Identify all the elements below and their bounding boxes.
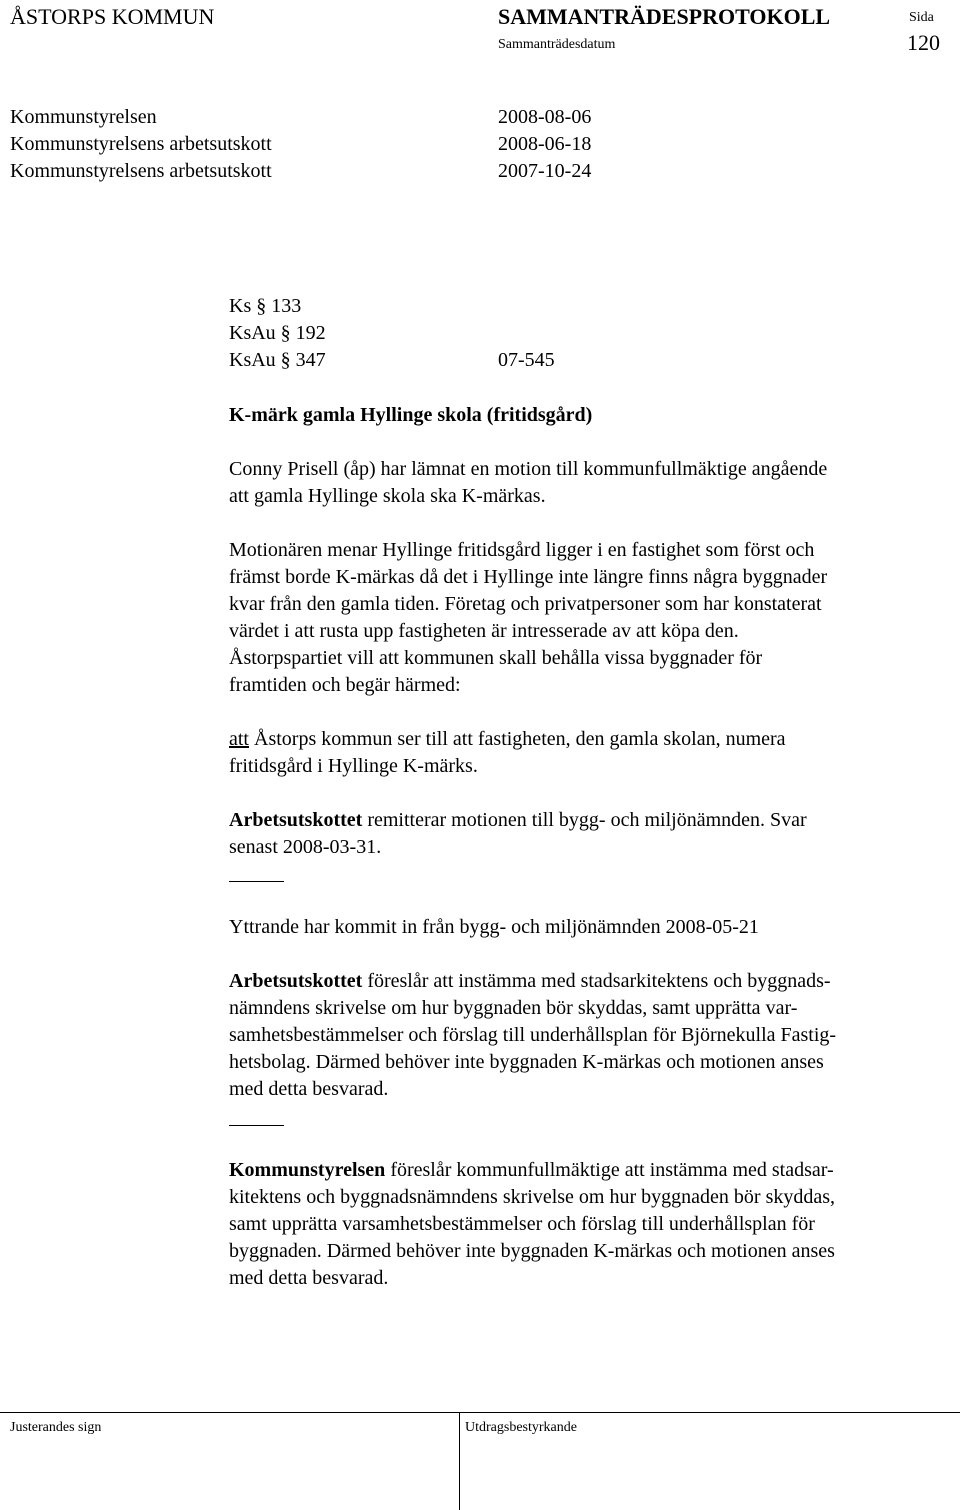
text-line: hetsbolag. Därmed behöver inte byggnaden K-märkas och motionen anses	[229, 1051, 824, 1073]
separator-line	[229, 1125, 284, 1126]
paragraph-au-proposal	[229, 968, 949, 1103]
paragraph-ks-proposal	[229, 1157, 949, 1292]
paragraph-ref: KsAu § 347	[229, 349, 326, 371]
text-line: framtiden och begär härmed:	[229, 674, 461, 696]
text-line	[229, 1157, 949, 1184]
document-title: SAMMANTRÄDESPROTOKOLL	[498, 4, 831, 29]
paragraph-motivation	[229, 537, 949, 699]
text-line: att gamla Hyllinge skola ska K-märkas.	[229, 485, 546, 507]
text-line: nämndens skrivelse om hur byggnaden bör skyddas, samt upprätta var-	[229, 997, 798, 1019]
section-heading: K-märk gamla Hyllinge skola (fritidsgård)	[229, 404, 593, 426]
text-line: värdet i att rusta upp fastigheten är intresserade av att köpa den.	[229, 620, 739, 642]
text-span: föreslår kommunfullmäktige att instämma med stadsar-	[385, 1159, 834, 1181]
text-span: remitterar motionen till bygg- och miljönämnden. Svar	[362, 809, 807, 831]
text-line	[229, 807, 949, 834]
text-span: föreslår att instämma med stadsarkitektens och byggnads-	[362, 970, 831, 992]
text-line	[229, 726, 949, 753]
att-keyword: att	[229, 728, 249, 750]
text-line: med detta besvarad.	[229, 1267, 389, 1289]
page-number: 120	[907, 30, 940, 55]
paragraph-ref: KsAu § 192	[229, 322, 326, 344]
paragraph-ref: Ks § 133	[229, 295, 302, 317]
decision-body-label: Arbetsutskottet	[229, 809, 363, 831]
extract-certification-label: Utdragsbestyrkande	[465, 1420, 577, 1435]
text-line: fritidsgård i Hyllinge K-märks.	[229, 755, 478, 777]
text-line: kitektens och byggnadsnämndens skrivelse om hur byggnaden bör skyddas,	[229, 1186, 836, 1208]
separator-line	[229, 881, 284, 882]
meeting-body: Kommunstyrelsens arbetsutskott	[10, 133, 272, 155]
meeting-date: 2007-10-24	[498, 160, 592, 182]
decision-body-label: Arbetsutskottet	[229, 970, 363, 992]
meeting-body: Kommunstyrelsens arbetsutskott	[10, 160, 272, 182]
organization-name: ÅSTORPS KOMMUN	[10, 4, 215, 29]
text-span: Åstorps kommun ser till att fastigheten, den gamla skolan, numera	[249, 728, 786, 750]
meeting-date: 2008-06-18	[498, 133, 592, 155]
paragraph-att-clause	[229, 726, 949, 780]
text-line: Conny Prisell (åp) har lämnat en motion till kommunfullmäktige angående	[229, 458, 828, 480]
text-line: senast 2008-03-31.	[229, 836, 382, 858]
text-line: främst borde K-märkas då det i Hyllinge inte längre finns några byggnader	[229, 566, 828, 588]
decision-body-label: Kommunstyrelsen	[229, 1159, 386, 1181]
text-line: Åstorpspartiet vill att kommunen skall behålla vissa byggnader för	[229, 647, 763, 669]
meeting-body: Kommunstyrelsen	[10, 106, 157, 128]
text-line: samt upprätta varsamhetsbestämmelser och förslag till underhållsplan för	[229, 1213, 815, 1235]
paragraph-motion	[229, 456, 949, 510]
text-line: byggnaden. Därmed behöver inte byggnaden K-märkas och motionen anses	[229, 1240, 835, 1262]
signature-label: Justerandes sign	[10, 1420, 102, 1435]
text-line: med detta besvarad.	[229, 1078, 389, 1100]
meeting-date: 2008-08-06	[498, 106, 592, 128]
paragraph-statement: Yttrande har kommit in från bygg- och miljönämnden 2008-05-21	[229, 916, 759, 938]
footer-divider	[459, 1412, 460, 1510]
text-line: kvar från den gamla tiden. Företag och privatpersoner som har konstaterat	[229, 593, 822, 615]
paragraph-au-referral	[229, 807, 949, 861]
footer-rule	[0, 1412, 960, 1413]
text-line: Motionären menar Hyllinge fritidsgård ligger i en fastighet som först och	[229, 539, 815, 561]
case-number: 07-545	[498, 349, 555, 371]
meeting-date-label: Sammanträdesdatum	[498, 37, 616, 52]
text-line	[229, 968, 949, 995]
page-label: Sida	[909, 10, 934, 25]
text-line: samhetsbestämmelser och förslag till underhållsplan för Björnekulla Fastig-	[229, 1024, 837, 1046]
